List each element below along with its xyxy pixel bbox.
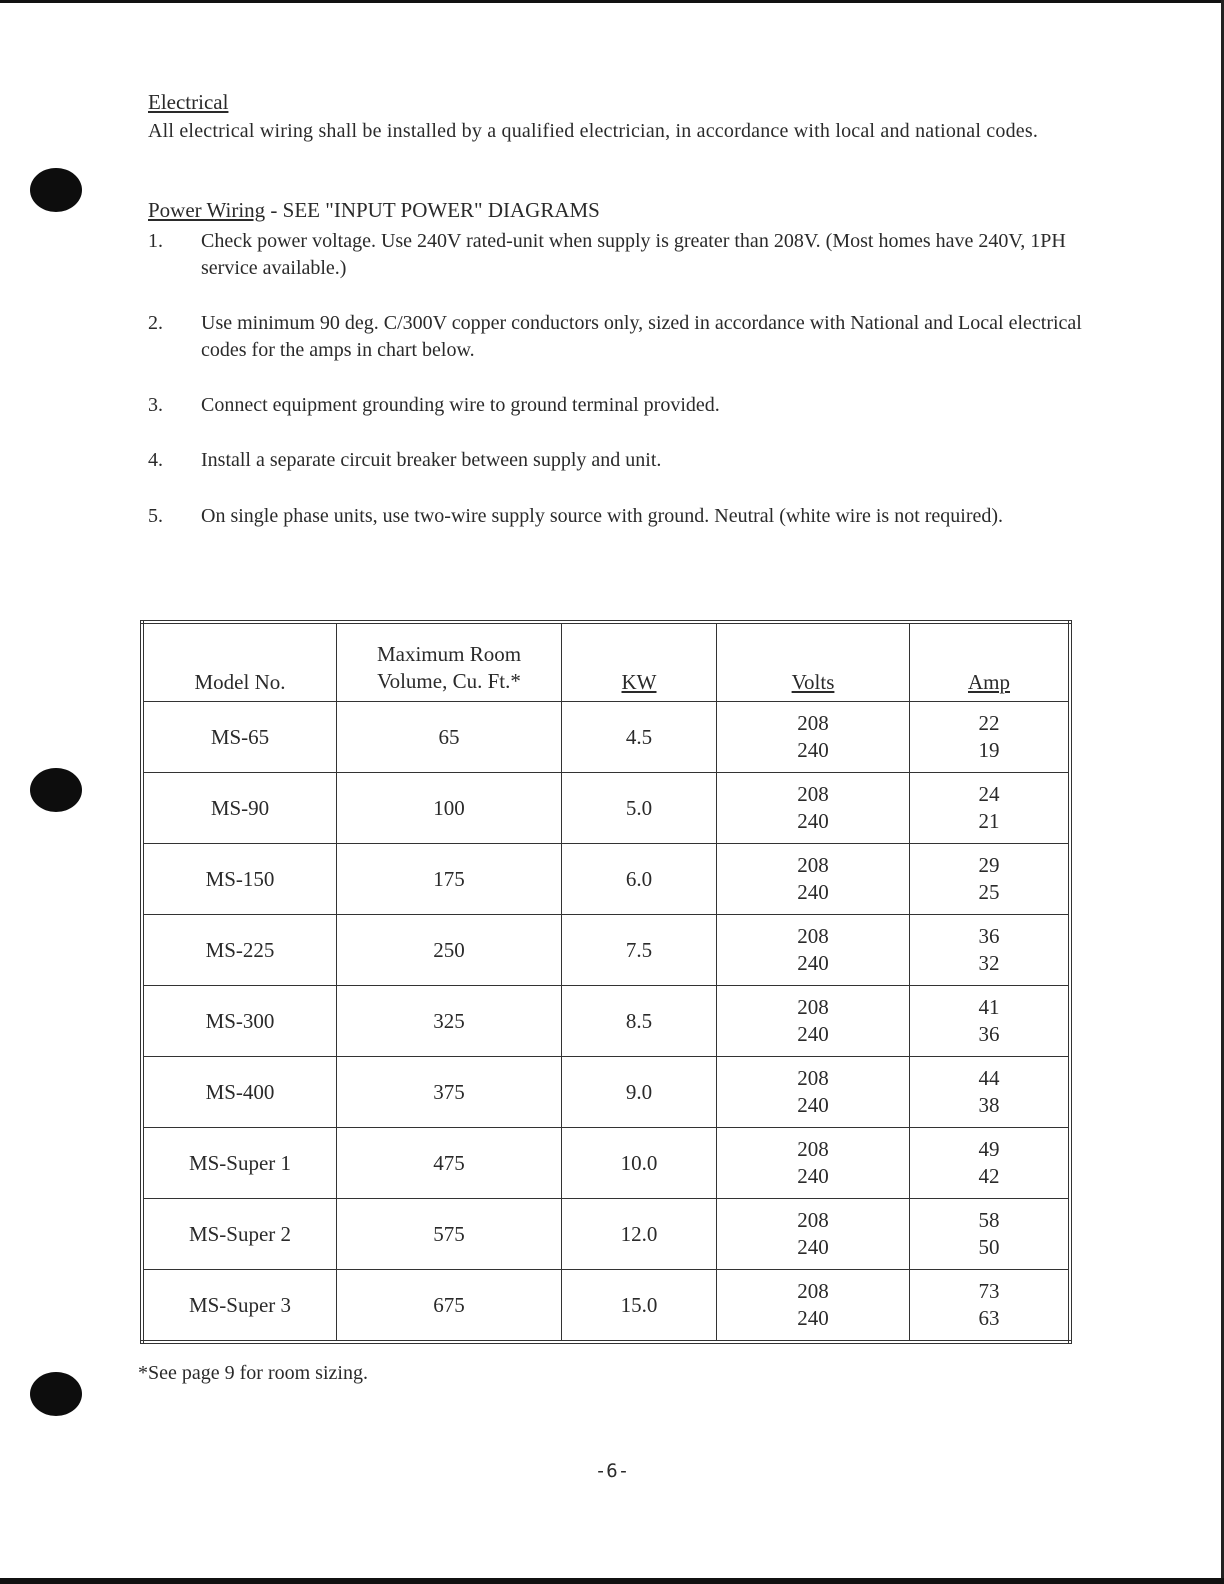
header-volume-line1: Maximum Room (376, 642, 522, 666)
header-kw (562, 622, 717, 702)
amps-240: 25 (978, 880, 1000, 904)
volts-240: 240 (797, 1235, 829, 1259)
header-room-volume (337, 622, 562, 702)
table-row (142, 1199, 1070, 1270)
table-row (142, 1270, 1070, 1343)
amps-240: 50 (978, 1235, 1000, 1259)
volts-208: 208 (797, 853, 829, 877)
cell-kw: 15.0 (562, 1270, 717, 1343)
volts-208: 208 (797, 1279, 829, 1303)
volts-240: 240 (797, 1022, 829, 1046)
cell-kw: 9.0 (562, 1057, 717, 1128)
amps-208: 44 (978, 1066, 1000, 1090)
table-row (142, 773, 1070, 844)
cell-volume: 250 (337, 915, 562, 986)
amps-208: 58 (978, 1208, 1000, 1232)
volts-208: 208 (797, 782, 829, 806)
punch-hole-top (30, 168, 82, 212)
list-item-text: Use minimum 90 deg. C/300V copper conductors only, sized in accordance with National and Local electrical codes for the amps in chart below. (201, 312, 1082, 361)
cell-amps (910, 1270, 1071, 1343)
header-amp-label: Amp (968, 670, 1010, 694)
list-item (148, 228, 1088, 282)
amps-240: 42 (978, 1164, 1000, 1188)
cell-volts (717, 1057, 910, 1128)
table-header-row (142, 622, 1070, 702)
table-row (142, 986, 1070, 1057)
cell-volts (717, 1199, 910, 1270)
power-wiring-label: Power Wiring (148, 198, 266, 222)
header-kw-label: KW (621, 670, 657, 694)
amps-240: 38 (978, 1093, 1000, 1117)
list-item (148, 392, 1088, 419)
cell-kw: 6.0 (562, 844, 717, 915)
volts-208: 208 (797, 995, 829, 1019)
cell-amps (910, 773, 1071, 844)
volts-240: 240 (797, 1093, 829, 1117)
header-model: Model No. (142, 622, 337, 702)
amps-208: 73 (978, 1279, 1000, 1303)
table-row (142, 915, 1070, 986)
header-amp (910, 622, 1071, 702)
cell-model: MS-90 (142, 773, 337, 844)
cell-amps (910, 986, 1071, 1057)
volts-208: 208 (797, 711, 829, 735)
list-item (148, 310, 1088, 364)
scan-edge-bottom (0, 1578, 1224, 1584)
cell-volts (717, 1270, 910, 1343)
amps-208: 24 (978, 782, 1000, 806)
list-item-number: 3. (148, 394, 163, 416)
cell-kw: 4.5 (562, 702, 717, 773)
cell-volume: 375 (337, 1057, 562, 1128)
model-specs-table (140, 620, 1072, 1344)
power-wiring-reference: - SEE "INPUT POWER" DIAGRAMS (265, 198, 600, 222)
list-item-number: 1. (148, 230, 163, 252)
cell-volts (717, 773, 910, 844)
electrical-heading: Electrical (148, 90, 229, 114)
cell-volts (717, 844, 910, 915)
list-item-text: Check power voltage. Use 240V rated-unit when supply is greater than 208V. (Most homes have 240V, 1PH service available.) (201, 230, 1066, 279)
page-number: -6- (594, 1460, 630, 1482)
table-row (142, 1057, 1070, 1128)
electrical-text: All electrical wiring shall be installed by a qualified electrician, in accordance with local and national codes. (148, 120, 1039, 142)
punch-hole-bottom (30, 1372, 82, 1416)
volts-208: 208 (797, 924, 829, 948)
cell-kw: 10.0 (562, 1128, 717, 1199)
volts-208: 208 (797, 1208, 829, 1232)
cell-volume: 100 (337, 773, 562, 844)
list-item-text: Install a separate circuit breaker between supply and unit. (201, 449, 662, 471)
cell-volts (717, 1128, 910, 1199)
volts-240: 240 (797, 951, 829, 975)
list-item-number: 4. (148, 449, 163, 471)
cell-model: MS-400 (142, 1057, 337, 1128)
amps-240: 21 (978, 809, 1000, 833)
volts-208: 208 (797, 1066, 829, 1090)
cell-kw: 7.5 (562, 915, 717, 986)
header-volts-label: Volts (791, 670, 835, 694)
cell-model: MS-Super 1 (142, 1128, 337, 1199)
amps-208: 22 (978, 711, 1000, 735)
cell-volts (717, 986, 910, 1057)
cell-model: MS-225 (142, 915, 337, 986)
cell-amps (910, 1199, 1071, 1270)
cell-amps (910, 702, 1071, 773)
cell-volume: 175 (337, 844, 562, 915)
cell-model: MS-65 (142, 702, 337, 773)
cell-model: MS-Super 2 (142, 1199, 337, 1270)
cell-volume: 325 (337, 986, 562, 1057)
cell-volume: 475 (337, 1128, 562, 1199)
table-row (142, 844, 1070, 915)
list-item-text: Connect equipment grounding wire to ground terminal provided. (201, 394, 720, 416)
cell-model: MS-300 (142, 986, 337, 1057)
cell-kw: 5.0 (562, 773, 717, 844)
amps-240: 32 (978, 951, 1000, 975)
cell-volume: 65 (337, 702, 562, 773)
header-volts (717, 622, 910, 702)
table-footnote: *See page 9 for room sizing. (138, 1362, 368, 1384)
amps-208: 49 (978, 1137, 1000, 1161)
cell-kw: 12.0 (562, 1199, 717, 1270)
power-wiring-heading (148, 198, 600, 223)
cell-volts (717, 702, 910, 773)
list-item (148, 447, 1088, 474)
cell-kw: 8.5 (562, 986, 717, 1057)
cell-volume: 675 (337, 1270, 562, 1343)
amps-208: 41 (978, 995, 1000, 1019)
amps-208: 36 (978, 924, 1000, 948)
amps-240: 63 (978, 1306, 1000, 1330)
volts-208: 208 (797, 1137, 829, 1161)
cell-amps (910, 1128, 1071, 1199)
amps-240: 36 (978, 1022, 1000, 1046)
list-item-number: 2. (148, 312, 163, 334)
cell-volume: 575 (337, 1199, 562, 1270)
cell-amps (910, 1057, 1071, 1128)
volts-240: 240 (797, 809, 829, 833)
punch-hole-middle (30, 768, 82, 812)
scan-edge-top (0, 0, 1224, 3)
cell-volts (717, 915, 910, 986)
volts-240: 240 (797, 1306, 829, 1330)
list-item-text: On single phase units, use two-wire supply source with ground. Neutral (white wire is not required). (201, 505, 1004, 527)
amps-240: 19 (978, 738, 1000, 762)
cell-amps (910, 844, 1071, 915)
cell-model: MS-Super 3 (142, 1270, 337, 1343)
cell-model: MS-150 (142, 844, 337, 915)
amps-208: 29 (978, 853, 1000, 877)
volts-240: 240 (797, 880, 829, 904)
table-row (142, 1128, 1070, 1199)
list-item (148, 503, 1088, 530)
volts-240: 240 (797, 738, 829, 762)
cell-amps (910, 915, 1071, 986)
list-item-number: 5. (148, 505, 163, 527)
table-row (142, 702, 1070, 773)
volts-240: 240 (797, 1164, 829, 1188)
header-volume-line2: Volume, Cu. Ft.* (377, 669, 521, 693)
